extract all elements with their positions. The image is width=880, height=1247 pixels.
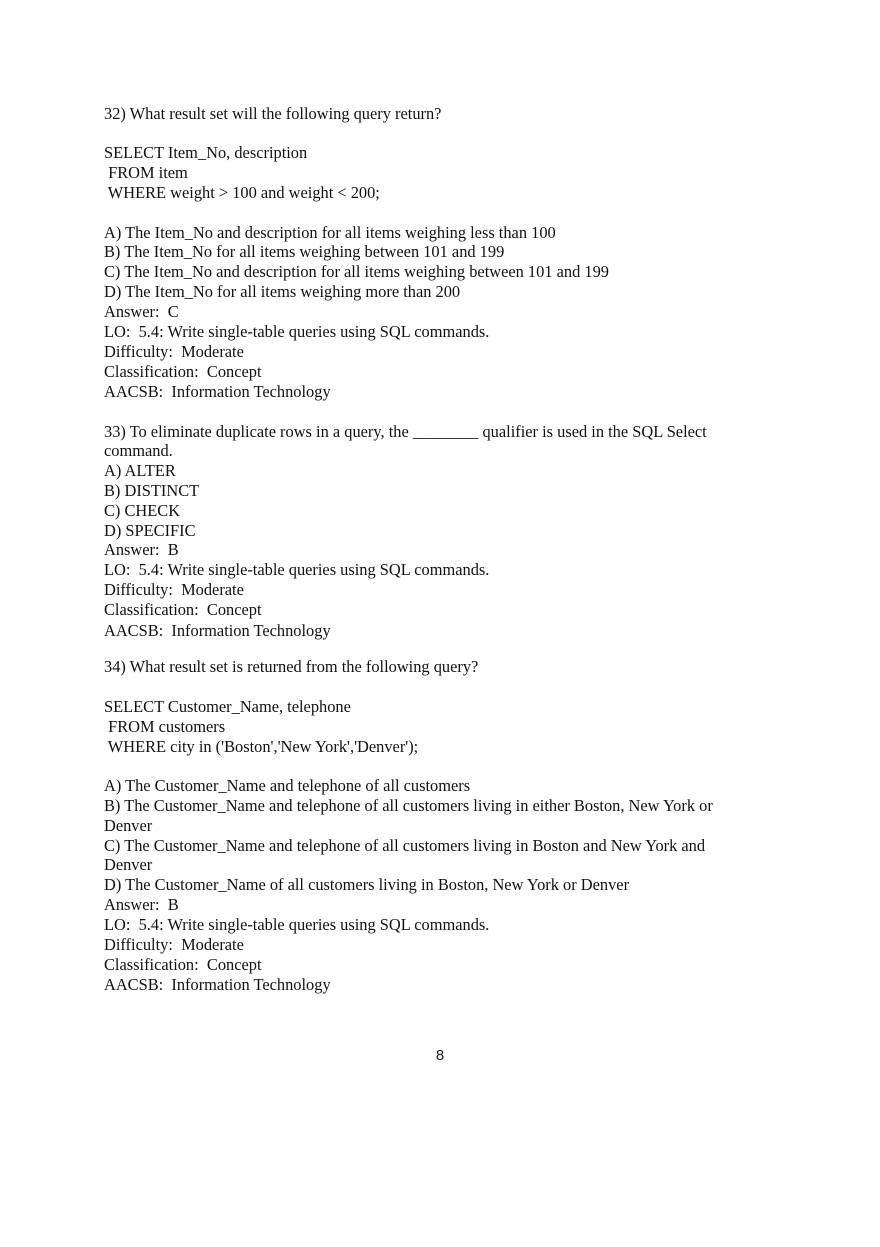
difficulty: Difficulty: Moderate: [104, 580, 244, 599]
classification: Classification: Concept: [104, 600, 262, 619]
option-d: D) SPECIFIC: [104, 521, 196, 540]
question-stem-continued: command.: [104, 441, 173, 460]
learning-objective: LO: 5.4: Write single-table queries using SQL commands.: [104, 322, 490, 341]
answer: Answer: B: [104, 895, 179, 914]
question-stem: 32) What result set will the following query return?: [104, 104, 442, 123]
option-c: C) The Customer_Name and telephone of all customers living in Boston and New York and: [104, 836, 706, 855]
option-b: B) The Customer_Name and telephone of all customers living in either Boston, New York or: [104, 796, 713, 815]
learning-objective: LO: 5.4: Write single-table queries using SQL commands.: [104, 915, 490, 934]
aacsb: AACSB: Information Technology: [104, 975, 331, 994]
answer: Answer: B: [104, 540, 179, 559]
question-stem: 34) What result set is returned from the following query?: [104, 657, 479, 676]
difficulty: Difficulty: Moderate: [104, 935, 244, 954]
sql-line: FROM item: [104, 163, 188, 182]
option-a: A) ALTER: [104, 461, 176, 480]
difficulty: Difficulty: Moderate: [104, 342, 244, 361]
sql-line: SELECT Customer_Name, telephone: [104, 697, 351, 716]
option-b: B) DISTINCT: [104, 481, 200, 500]
aacsb: AACSB: Information Technology: [104, 621, 331, 640]
learning-objective: LO: 5.4: Write single-table queries using SQL commands.: [104, 560, 490, 579]
classification: Classification: Concept: [104, 362, 262, 381]
option-b-continued: Denver: [104, 816, 153, 835]
classification: Classification: Concept: [104, 955, 262, 974]
aacsb: AACSB: Information Technology: [104, 382, 331, 401]
option-c-continued: Denver: [104, 855, 153, 874]
option-d: D) The Item_No for all items weighing more than 200: [104, 282, 461, 301]
sql-line: WHERE city in ('Boston','New York','Denver');: [104, 737, 419, 756]
option-a: A) The Customer_Name and telephone of all customers: [104, 776, 471, 795]
answer: Answer: C: [104, 302, 179, 321]
sql-line: SELECT Item_No, description: [104, 143, 308, 162]
option-a: A) The Item_No and description for all items weighing less than 100: [104, 223, 556, 242]
question-stem: 33) To eliminate duplicate rows in a query, the ________ qualifier is used in the SQL Select: [104, 422, 707, 441]
sql-line: WHERE weight > 100 and weight < 200;: [104, 183, 380, 202]
option-c: C) The Item_No and description for all items weighing between 101 and 199: [104, 262, 609, 281]
option-d: D) The Customer_Name of all customers living in Boston, New York or Denver: [104, 875, 630, 894]
sql-line: FROM customers: [104, 717, 226, 736]
option-b: B) The Item_No for all items weighing between 101 and 199: [104, 242, 505, 261]
option-c: C) CHECK: [104, 501, 181, 520]
page-number: 8: [435, 1047, 445, 1064]
